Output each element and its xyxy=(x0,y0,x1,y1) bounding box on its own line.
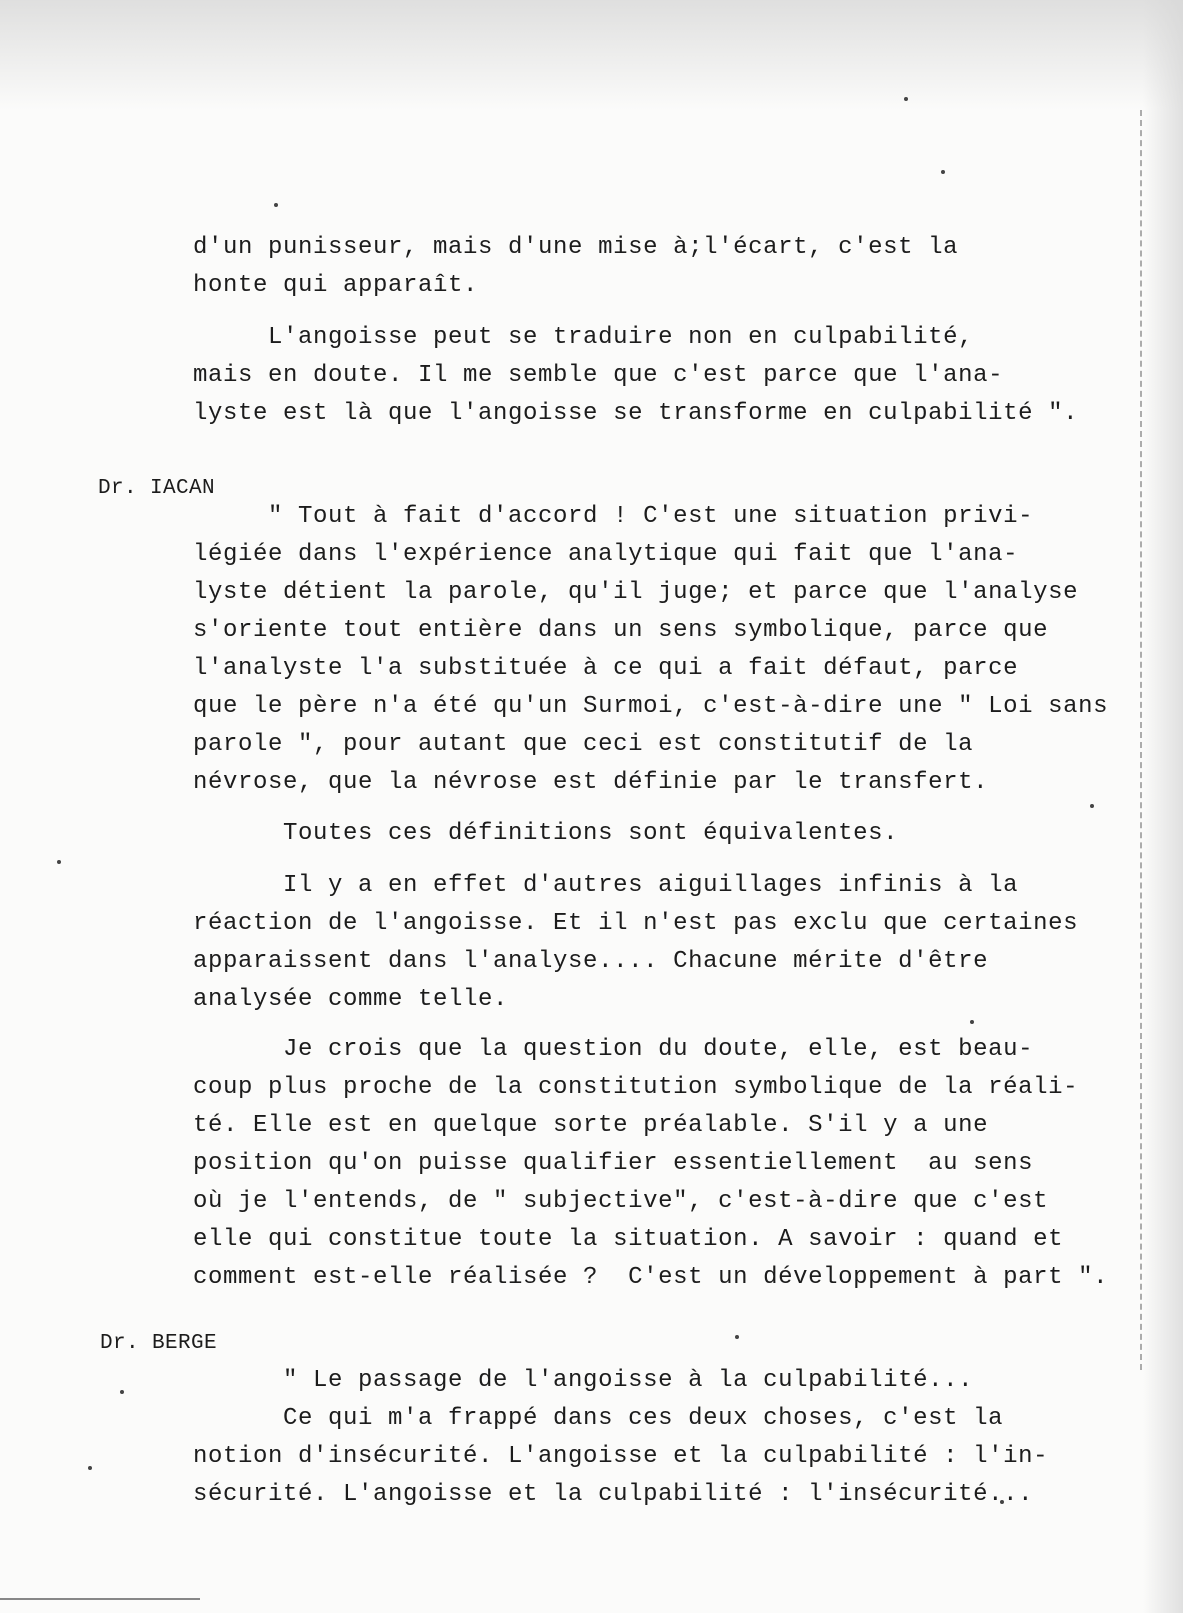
text-line: analysée comme telle. xyxy=(193,986,509,1013)
scan-speck xyxy=(120,1390,124,1394)
speaker-label-berge: Dr. BERGE xyxy=(100,1332,218,1355)
scan-speck xyxy=(88,1466,92,1470)
speaker-label-lacan: Dr. IACAN xyxy=(98,477,216,500)
text-line: apparaissent dans l'analyse.... Chacune mérite d'être xyxy=(193,948,989,975)
text-line: " Tout à fait d'accord ! C'est une situation privi- xyxy=(193,503,1034,530)
scan-shadow-top xyxy=(0,0,1183,110)
text-line: " Le passage de l'angoisse à la culpabilité... xyxy=(193,1367,974,1394)
text-line: honte qui apparaît. xyxy=(193,272,479,299)
text-line: Ce qui m'a frappé dans ces deux choses, c'est la xyxy=(193,1405,1004,1432)
text-line: notion d'insécurité. L'angoisse et la culpabilité : l'in- xyxy=(193,1443,1049,1470)
scan-speck xyxy=(57,860,61,864)
text-line: Je crois que la question du doute, elle, est beau- xyxy=(193,1036,1034,1063)
scan-speck xyxy=(941,170,945,174)
text-line: mais en doute. Il me semble que c'est parce que l'ana- xyxy=(193,362,1004,389)
text-line: coup plus proche de la constitution symbolique de la réali- xyxy=(193,1074,1079,1101)
text-line: L'angoisse peut se traduire non en culpabilité, xyxy=(193,324,974,351)
scan-speck xyxy=(1090,804,1094,808)
text-line: lyste est là que l'angoisse se transforme en culpabilité ". xyxy=(193,400,1079,427)
text-line: réaction de l'angoisse. Et il n'est pas exclu que certaines xyxy=(193,910,1079,937)
text-line: position qu'on puisse qualifier essentiellement au sens xyxy=(193,1150,1034,1177)
berge-paragraph-1 xyxy=(193,1366,1123,1516)
lacan-paragraph-4 xyxy=(193,1035,1123,1295)
paragraph-opening xyxy=(193,233,1123,299)
scan-speck xyxy=(904,97,908,101)
text-line: sécurité. L'angoisse et la culpabilité : l'insécurité... xyxy=(193,1481,1034,1508)
text-line: Il y a en effet d'autres aiguillages infinis à la xyxy=(193,872,1019,899)
lacan-paragraph-1 xyxy=(193,502,1123,802)
text-line: té. Elle est en quelque sorte préalable. S'il y a une xyxy=(193,1112,989,1139)
text-line: que le père n'a été qu'un Surmoi, c'est-à-dire une " Loi sans xyxy=(193,693,1109,720)
text-line: lyste détient la parole, qu'il juge; et parce que l'analyse xyxy=(193,579,1079,606)
scan-edge-right xyxy=(1140,110,1144,1370)
text-line: parole ", pour autant que ceci est constitutif de la xyxy=(193,731,974,758)
text-line: névrose, que la névrose est définie par le transfert. xyxy=(193,769,989,796)
text-line: Toutes ces définitions sont équivalentes. xyxy=(193,820,899,847)
scan-edge-bottom xyxy=(0,1598,200,1600)
scan-speck xyxy=(274,203,278,207)
paragraph-angoisse xyxy=(193,323,1123,433)
text-line: légiée dans l'expérience analytique qui fait que l'ana- xyxy=(193,541,1019,568)
text-line: d'un punisseur, mais d'une mise à;l'écart, c'est la xyxy=(193,234,959,261)
text-line: comment est-elle réalisée ? C'est un développement à part ". xyxy=(193,1264,1109,1291)
lacan-paragraph-2 xyxy=(193,819,1123,851)
lacan-paragraph-3 xyxy=(193,871,1123,1021)
scan-speck xyxy=(735,1335,739,1339)
text-line: l'analyste l'a substituée à ce qui a fait défaut, parce xyxy=(193,655,1019,682)
text-line: s'oriente tout entière dans un sens symbolique, parce que xyxy=(193,617,1049,644)
text-line: elle qui constitue toute la situation. A savoir : quand et xyxy=(193,1226,1064,1253)
scan-shadow-right xyxy=(1143,0,1183,1613)
text-line: où je l'entends, de " subjective", c'est-à-dire que c'est xyxy=(193,1188,1049,1215)
